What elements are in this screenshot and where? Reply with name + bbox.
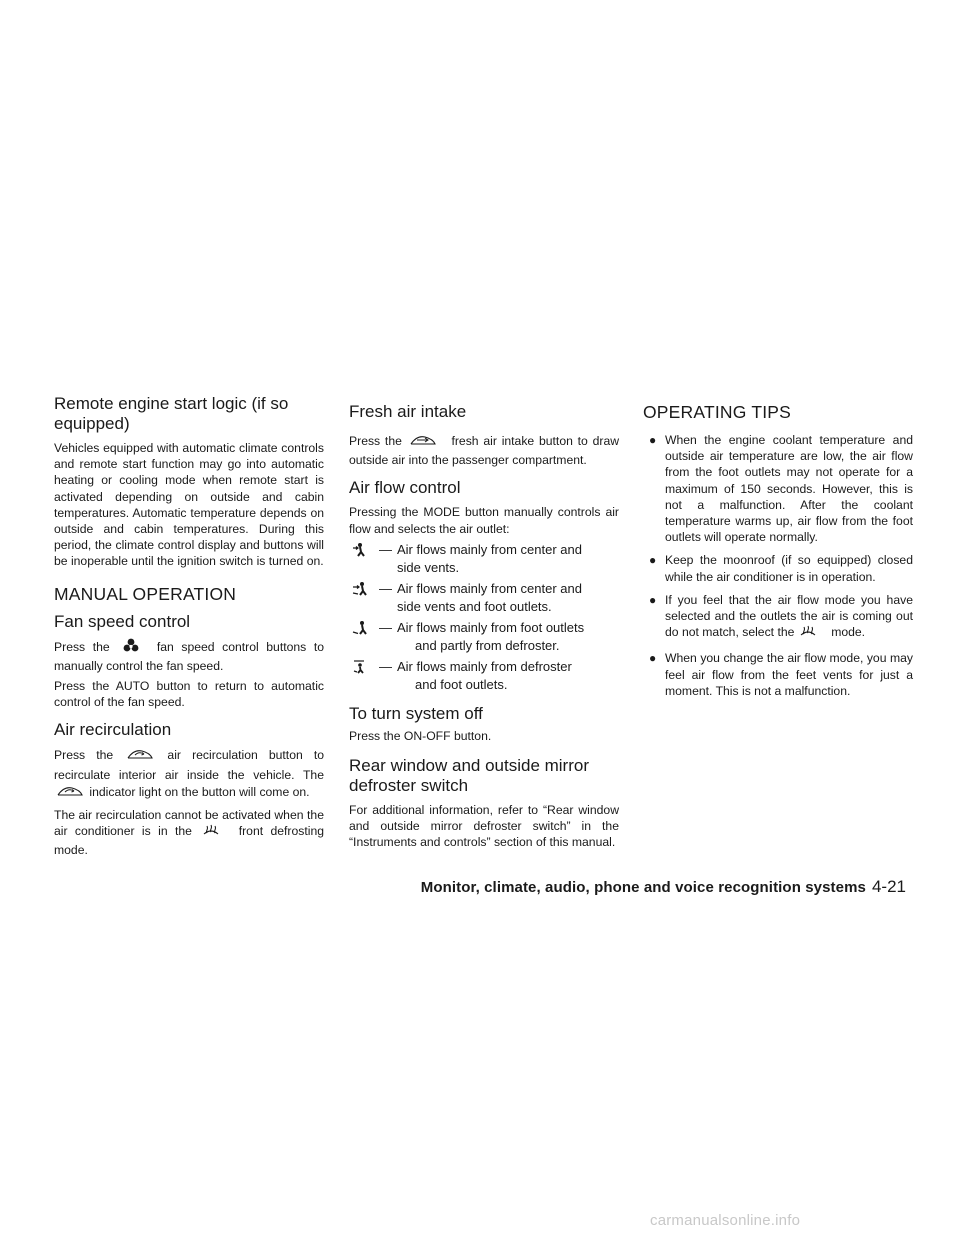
flow-text-line2: and partly from defroster.: [415, 637, 560, 653]
list-item: — Air flows mainly from foot outlets and partly from defroster.: [349, 619, 619, 655]
recirc-text-c: indicator light on the button will come on.: [89, 784, 310, 799]
bullet-icon: ●: [649, 433, 657, 447]
fan-speed-title: Fan speed control: [54, 611, 191, 631]
page-footer: [0, 877, 906, 897]
recirc-text-d: The air recirculation cannot be activated when the air conditioner is in the: [54, 808, 324, 839]
section-air-recirculation: [54, 720, 324, 858]
bi-level-mode-icon: [351, 581, 371, 597]
rear-defroster-title: Rear window and outside mirror defroster switch: [349, 756, 589, 796]
air-flow-title: Air flow control: [349, 478, 461, 498]
foot-mode-icon: [351, 620, 369, 636]
bullet-icon: ●: [649, 592, 657, 607]
column-right: [643, 394, 913, 706]
section-fresh-air: [349, 402, 619, 468]
turn-off-body: Press the ON-OFF button.: [349, 728, 492, 743]
fan-text-b: fan speed control buttons to manually control the fan speed.: [54, 639, 324, 673]
list-item: [643, 552, 913, 584]
flow-text-line2: and foot outlets.: [415, 676, 508, 692]
bullet-icon: ●: [649, 651, 657, 666]
list-item: — Air flows mainly from center and side vents and foot outlets.: [349, 580, 619, 616]
fan-speed-paragraph-2: Press the AUTO button to return to automatic control of the fan speed.: [54, 679, 324, 710]
list-item: [643, 592, 913, 644]
fan-speed-paragraph-1: [54, 638, 324, 674]
column-middle: [349, 394, 619, 861]
tip-text-end: mode.: [831, 625, 866, 640]
operating-tips-heading: OPERATING TIPS: [643, 402, 792, 422]
fresh-text-a: Press the: [349, 434, 402, 448]
turn-off-title: To turn system off: [349, 703, 483, 723]
recirc-text-e: front defrosting mode.: [54, 824, 325, 858]
section-air-flow: [349, 478, 619, 693]
flow-text-line1: Air flows mainly from foot outlets: [397, 619, 585, 635]
fresh-air-paragraph: [349, 432, 619, 468]
watermark: carmanualsonline.info: [650, 1212, 801, 1229]
recirc-text-a: Press the: [54, 748, 114, 763]
section-turn-off: [349, 704, 619, 744]
flow-text-line1: Air flows mainly from defroster: [397, 658, 572, 674]
recirc-paragraph-1: [54, 746, 324, 803]
list-item: [643, 432, 913, 545]
air-flow-intro: Pressing the MODE button manually controls air flow and selects the air outlet:: [349, 505, 619, 536]
fresh-air-icon: [409, 432, 437, 452]
page-number: 4-21: [871, 877, 906, 896]
footer-section-title: Monitor, climate, audio, phone and voice recognition systems: [420, 879, 866, 896]
vent-mode-icon: [351, 542, 369, 558]
recirc-paragraph-2: [54, 807, 324, 859]
recirc-text-b: air recirculation button to recirculate interior air inside the vehicle. The: [54, 748, 325, 782]
bullet-icon: ●: [649, 553, 657, 568]
air-flow-list: [349, 541, 619, 694]
remote-start-body: Vehicles equipped with automatic climate controls and remote start function may go into automatic heating or cooling mode when remote start is activated depending on outside and cabin temperatures. Automatic temperature depends on outside and cabin temperatures. During this period, the climate control display and buttons will be inoperable until the ignition switch is turned on.: [54, 441, 324, 569]
section-remote-start: [54, 394, 324, 570]
front-defrost-icon: [203, 824, 219, 842]
list-item: [643, 650, 913, 699]
fresh-air-title: Fresh air intake: [349, 402, 467, 421]
recirculation-indicator-icon: [56, 783, 84, 803]
flow-text-line2: side vents.: [397, 559, 460, 575]
air-recirculation-title: Air recirculation: [54, 720, 172, 740]
flow-text-line2: side vents and foot outlets.: [397, 598, 552, 614]
rear-defroster-body: For additional information, refer to “Rear window and outside mirror defroster switch” in the “Instruments and controls” section of this manual.: [349, 803, 619, 850]
remote-start-title: Remote engine start logic (if so equipped): [54, 394, 289, 433]
tip-text: When the engine coolant temperature and outside air temperature are low, the air flow from the foot outlets may not operate for a maximum of 150 seconds. However, this is not a malfunction. After the coolant temperature warms up, air flow from the foot outlets will operate normally.: [665, 433, 913, 545]
list-item: — Air flows mainly from defroster and foot outlets.: [349, 658, 619, 694]
section-fan-speed: [54, 612, 324, 711]
tip-text: If you feel that the air flow mode you have selected and the outlets the air is coming out do not match, select the: [665, 592, 913, 640]
manual-operation-heading: MANUAL OPERATION: [54, 583, 237, 604]
flow-text-line1: Air flows mainly from center and: [397, 580, 582, 596]
fan-icon: [123, 638, 139, 658]
section-rear-defroster: [349, 756, 619, 851]
fan-text-a: Press the: [54, 639, 110, 654]
tip-text: When you change the air flow mode, you may feel air flow from the feet vents for just a moment. This is not a malfunction.: [665, 651, 913, 698]
operating-tips-list: [643, 432, 913, 699]
column-left: [54, 394, 324, 869]
recirculation-icon: [126, 746, 154, 766]
tip-text: Keep the moonroof (if so equipped) closed while the air conditioner is in operation.: [665, 553, 913, 584]
list-item: — Air flows mainly from center and side vents.: [349, 541, 619, 577]
defrost-foot-mode-icon: [351, 659, 369, 675]
flow-text-line1: Air flows mainly from center and: [397, 541, 582, 557]
fresh-text-b: fresh air intake button to draw outside air into the passenger compartment.: [349, 434, 620, 468]
front-defrost-icon: [800, 625, 816, 643]
